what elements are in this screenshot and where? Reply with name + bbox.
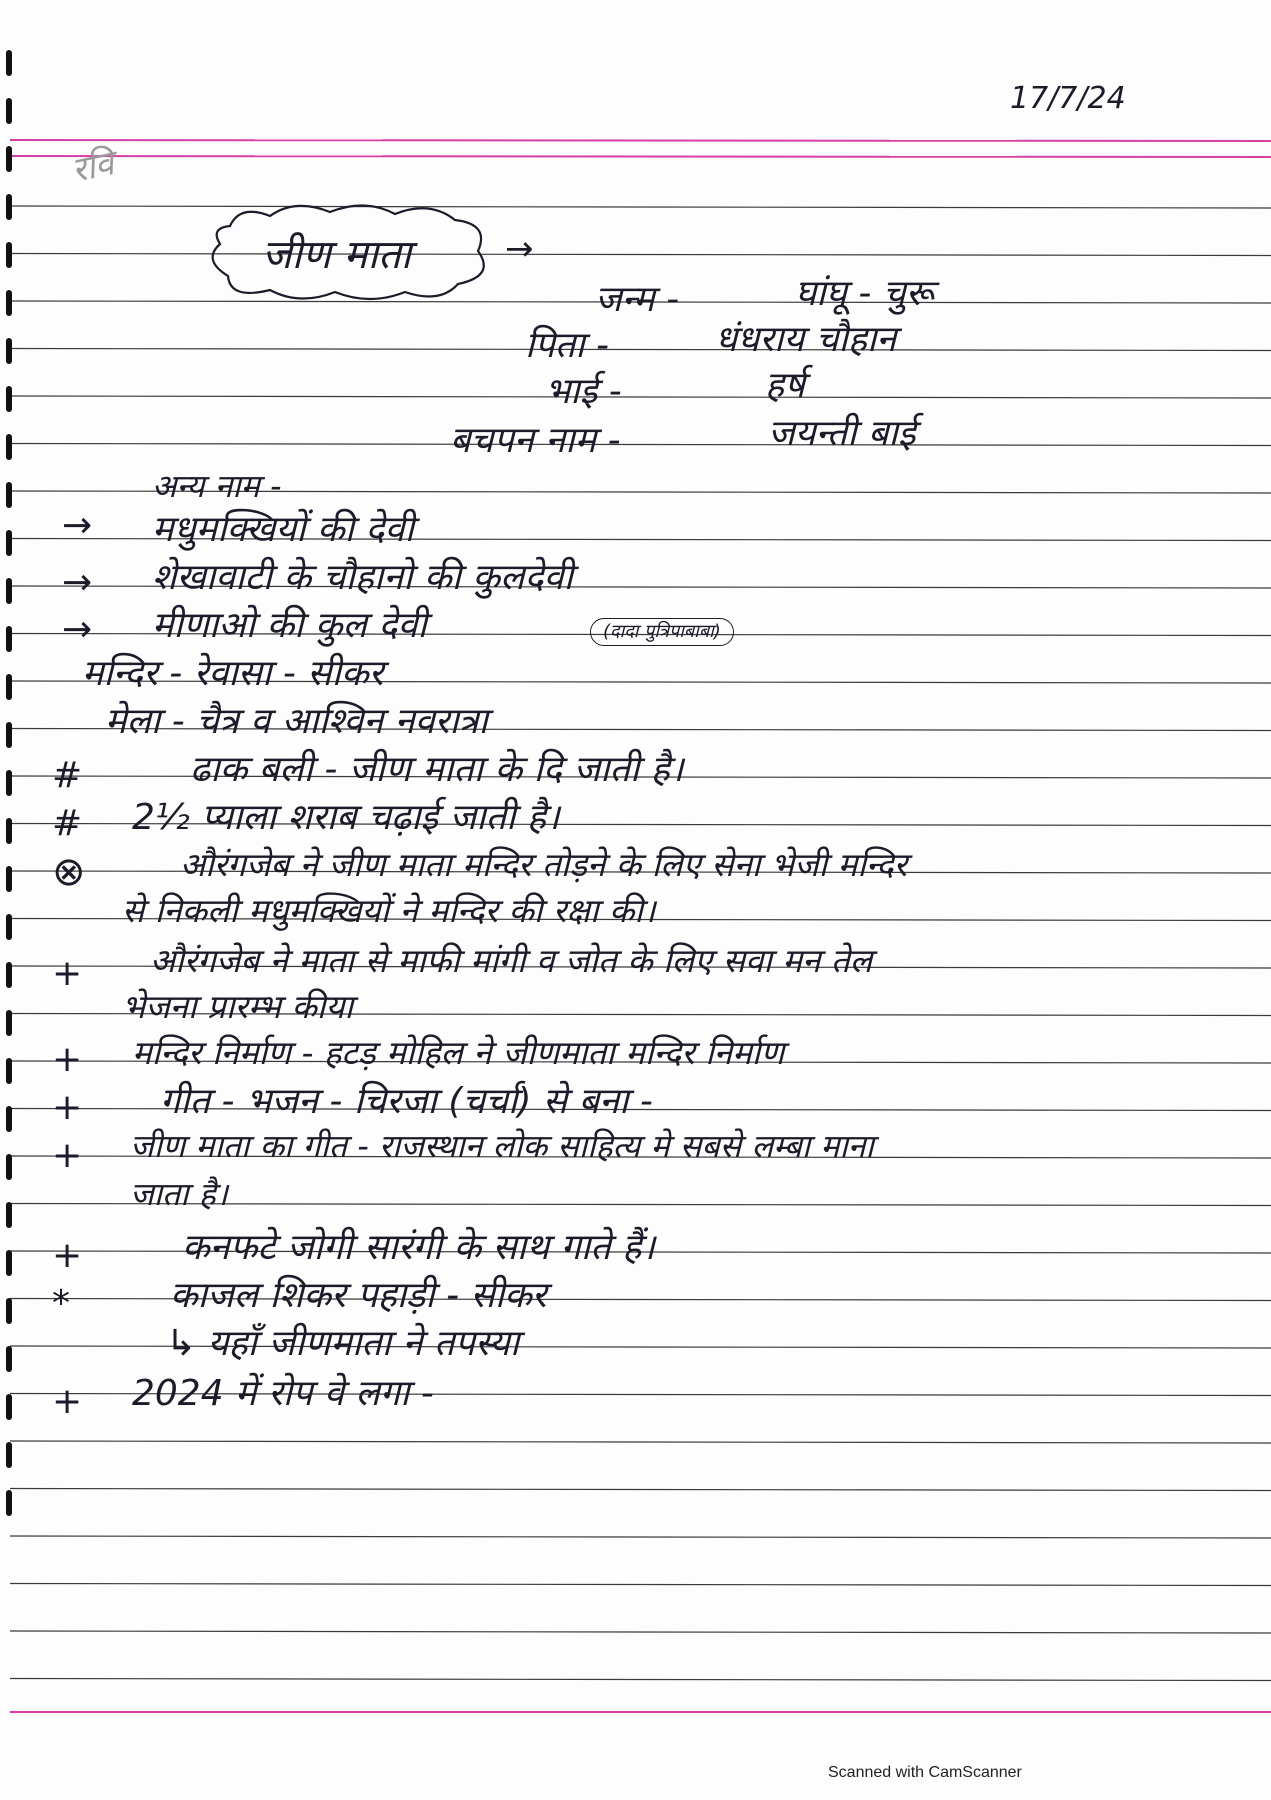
point-marker: + [52, 1235, 83, 1276]
list-marker: → [62, 609, 93, 650]
ruled-line [10, 1584, 1271, 1586]
binding-hole [6, 194, 12, 220]
info-value-birth: घांघू - चुरू [795, 273, 934, 314]
binding-hole [6, 1394, 12, 1420]
ruled-line [10, 1679, 1271, 1681]
binding-hole [6, 1106, 12, 1132]
ruled-line [10, 1631, 1271, 1633]
binding-hole [6, 1298, 12, 1324]
list-item: मीणाओ की कुल देवी [152, 605, 427, 646]
page-title: जीण माता [262, 232, 412, 278]
binding-hole [6, 530, 12, 556]
watermark-stamp: रवि [68, 143, 118, 191]
temple-line: मन्दिर - रेवासा - सीकर [82, 653, 384, 694]
fair-line: मेला - चैत्र व आश्विन नवरात्रा [105, 701, 488, 742]
point-text: औरंगजेब ने माता से माफी मांगी व जोत के लिए सवा मन तेल [150, 941, 873, 980]
point-marker: + [52, 1135, 83, 1176]
binding-hole [6, 1442, 12, 1468]
point-text-continuation: भेजना प्रारम्भ कीया [122, 987, 354, 1026]
scanner-footer: Scanned with CamScanner [828, 1764, 1022, 1781]
binding-hole [6, 434, 12, 460]
binding-hole [6, 1346, 12, 1372]
binding-hole [6, 770, 12, 796]
binding-hole [6, 626, 12, 652]
side-note: (दादा पुत्रिपाबाबा) [590, 618, 734, 646]
info-label-birth: जन्म - [595, 279, 680, 320]
point-text: 2024 में रोप वे लगा - [132, 1373, 434, 1414]
binding-hole [6, 338, 12, 364]
binding-hole [6, 290, 12, 316]
binding-hole [6, 1010, 12, 1036]
info-value-brother: हर्ष [765, 365, 805, 406]
binding-holes [0, 0, 20, 1800]
point-text: मन्दिर निर्माण - हटड़ मोहिल ने जीणमाता मन्दिर निर्माण [132, 1033, 785, 1072]
point-marker: + [52, 1381, 83, 1422]
point-text-continuation: से निकली मधुमक्खियों ने मन्दिर की रक्षा की। [122, 891, 656, 930]
point-text: जीण माता का गीत - राजस्थान लोक साहित्य मे सबसे लम्बा माना [130, 1127, 874, 1165]
point-marker: # [52, 755, 83, 796]
ruled-line [10, 396, 1271, 398]
info-value-childhood-name: जयन्ती बाई [768, 413, 916, 454]
binding-hole [6, 50, 12, 76]
binding-hole [6, 146, 12, 172]
list-marker: → [62, 562, 93, 603]
binding-hole [6, 1250, 12, 1276]
point-marker: + [52, 1087, 83, 1128]
page-date: 17/7/24 [1010, 81, 1126, 116]
ruled-line [10, 1489, 1271, 1491]
info-value-father: धंधराय चौहान [715, 319, 897, 360]
point-marker: * [52, 1283, 70, 1324]
point-marker: + [52, 953, 83, 994]
point-text-continuation: जाता है। [130, 1175, 228, 1213]
point-text: काजल शिकर पहाड़ी - सीकर [170, 1275, 547, 1316]
binding-hole [6, 1202, 12, 1228]
binding-hole [6, 242, 12, 268]
list-item: मधुमक्खियों की देवी [152, 509, 414, 550]
list-item: शेखावाटी के चौहानो की कुलदेवी [152, 557, 573, 598]
point-text: ढाक बली - जीण माता के दि जाती है। [190, 749, 684, 790]
binding-hole [6, 722, 12, 748]
ruled-line [10, 349, 1271, 351]
binding-hole [6, 1490, 12, 1516]
ruled-line [10, 1536, 1271, 1538]
info-label-father: पिता - [525, 325, 610, 366]
binding-hole [6, 578, 12, 604]
info-label-brother: भाई - [545, 371, 622, 412]
point-text: गीत - भजन - चिरजा (चर्चा) से बना - [160, 1081, 653, 1122]
ruled-line [10, 1441, 1271, 1443]
binding-hole [6, 962, 12, 988]
header-rule [10, 140, 1271, 141]
point-marker: + [52, 1039, 83, 1080]
point-marker: # [52, 803, 83, 844]
header-rule [10, 156, 1271, 157]
binding-hole [6, 818, 12, 844]
point-text: औरंगजेब ने जीण माता मन्दिर तोड़ने के लिए सेना भेजी मन्दिर [180, 845, 908, 884]
binding-hole [6, 1058, 12, 1084]
binding-hole [6, 674, 12, 700]
binding-hole [6, 482, 12, 508]
list-marker: → [62, 505, 93, 546]
binding-hole [6, 386, 12, 412]
ruled-line [10, 444, 1271, 446]
binding-hole [6, 914, 12, 940]
other-names-heading: अन्य नाम - [152, 467, 282, 505]
title-arrow: → [505, 229, 534, 269]
point-text: कनफटे जोगी सारंगी के साथ गाते हैं। [182, 1227, 655, 1268]
info-label-childhood-name: बचपन नाम - [450, 420, 621, 461]
point-text: 2½ प्याला शराब चढ़ाई जाती है। [132, 797, 560, 838]
point-marker: ⊗ [52, 849, 86, 895]
binding-hole [6, 1154, 12, 1180]
point-text-continuation: ↳ यहाँ जीणमाता ने तपस्या [166, 1323, 520, 1364]
binding-hole [6, 98, 12, 124]
binding-hole [6, 866, 12, 892]
